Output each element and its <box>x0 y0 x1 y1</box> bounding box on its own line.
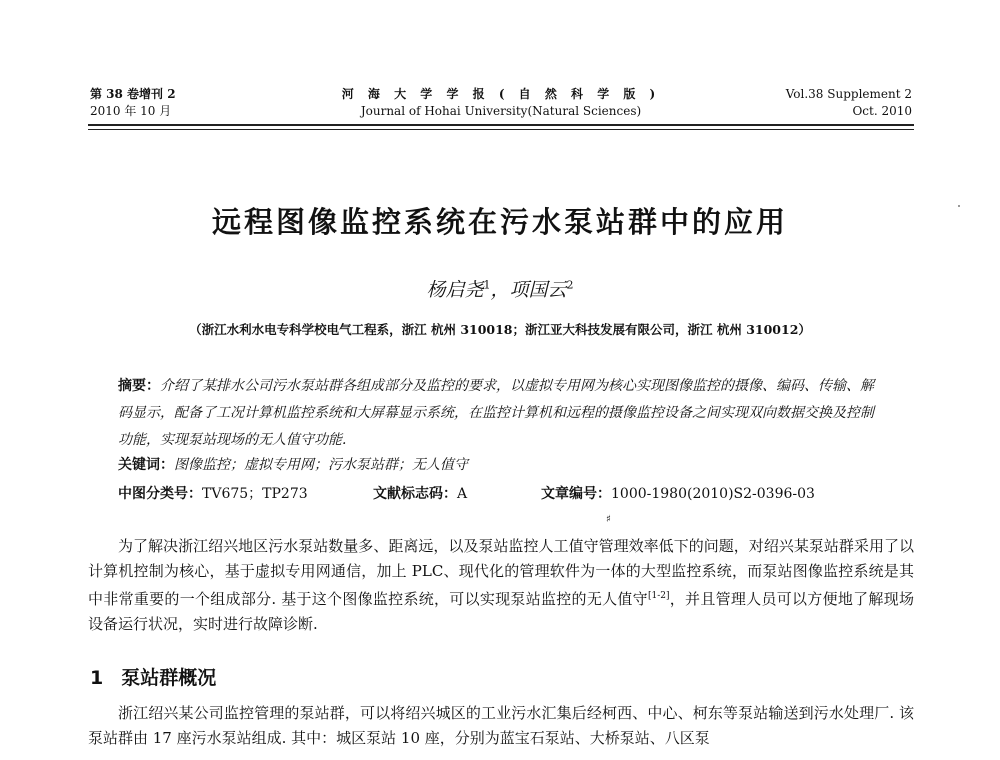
intro-paragraph <box>88 534 914 637</box>
keywords-label: 关键词： <box>118 457 174 473</box>
author-2-affil-mark: 2 <box>566 278 574 292</box>
author-line <box>0 275 1000 302</box>
section-heading <box>90 663 216 690</box>
article-number <box>541 483 815 505</box>
date-cn: 2010 年 10 月 <box>90 104 172 118</box>
journal-name-en: Journal of Hohai University(Natural Sciences) <box>360 104 642 118</box>
margin-mark: ♯ <box>606 514 611 525</box>
keywords-text: 图像监控；虚拟专用网；污水泵站群；无人值守 <box>174 457 468 473</box>
volume-issue-cn: 第 38 卷增刊 2 <box>90 87 176 101</box>
journal-header <box>90 84 912 128</box>
header-rule-thick <box>88 124 914 126</box>
paper-title: 远程图像监控系统在污水泵站群中的应用 <box>211 205 788 239</box>
keywords <box>118 454 468 476</box>
intro-text-after: ，并且管理人员可以方便地了解现场设备运行状况，实时进行故障诊断. <box>88 590 914 633</box>
author-2: 项国云 <box>509 279 567 301</box>
section-number: 1 <box>90 667 104 689</box>
article-value: 1000-1980(2010)S2-0396-03 <box>611 486 815 502</box>
clc-label: 中图分类号： <box>118 486 202 502</box>
doc-code-label: 文献标志码： <box>373 486 457 502</box>
section-paragraph: 浙江绍兴某公司监控管理的泵站群，可以将绍兴城区的工业污水汇集后经柯西、中心、柯东等泵站输送到污水处理厂. 该泵站群由 17 座污水泵站组成. 其中：城区泵站 10 座，分别为蓝宝石泵站、大桥泵站、八区泵 <box>88 704 914 747</box>
volume-issue-en: Vol.38 Supplement 2 <box>785 87 912 101</box>
abstract-label: 摘要： <box>118 378 160 394</box>
header-right <box>786 86 912 120</box>
journal-name-cn: 河 海 大 学 学 报 ( 自 然 科 学 版 ) <box>341 87 661 101</box>
clc-number <box>118 483 373 505</box>
doc-code-value: A <box>457 486 468 502</box>
author-1-affil-mark: 1 <box>483 278 491 292</box>
clc-value: TV675；TP273 <box>202 486 308 502</box>
affiliation: （浙江水利水电专科学校电气工程系，浙江 杭州 310018；浙江亚大科技发展有限公司，浙江 杭州 310012） <box>189 322 811 337</box>
header-rule-thin <box>88 129 914 130</box>
abstract-text: 介绍了某排水公司污水泵站群各组成部分及监控的要求，以虚拟专用网为核心实现图像监控的摄像、编码、传输、解码显示，配备了工况计算机监控系统和大屏幕显示系统，在监控计算机和远程的摄像监控设备之间实现双向数据交换及控制功能，实现泵站现场的无人值守功能. <box>118 378 874 448</box>
intro-text-before: 为了解决浙江绍兴地区污水泵站数量多、距离远，以及泵站监控人工值守管理效率低下的问题，对绍兴某泵站群采用了以计算机控制为核心，基于虚拟专用网通信，加上 PLC、现代化的管理软件为一体的大型监控系统，而泵站图像监控系统是其中非常重要的一个组成部分. 基于这个图像监控系统，可以实现泵站监控的无人值守 <box>88 537 914 608</box>
section-title: 泵站群概况 <box>121 667 217 689</box>
document-code <box>373 483 541 505</box>
author-1: 杨启尧 <box>426 279 484 301</box>
author-separator: ， <box>490 279 510 301</box>
date-en: Oct. 2010 <box>852 104 912 118</box>
citation-ref: [1-2] <box>647 591 670 601</box>
classification-row <box>118 483 815 505</box>
article-label: 文章编号： <box>541 486 611 502</box>
abstract <box>118 373 882 454</box>
